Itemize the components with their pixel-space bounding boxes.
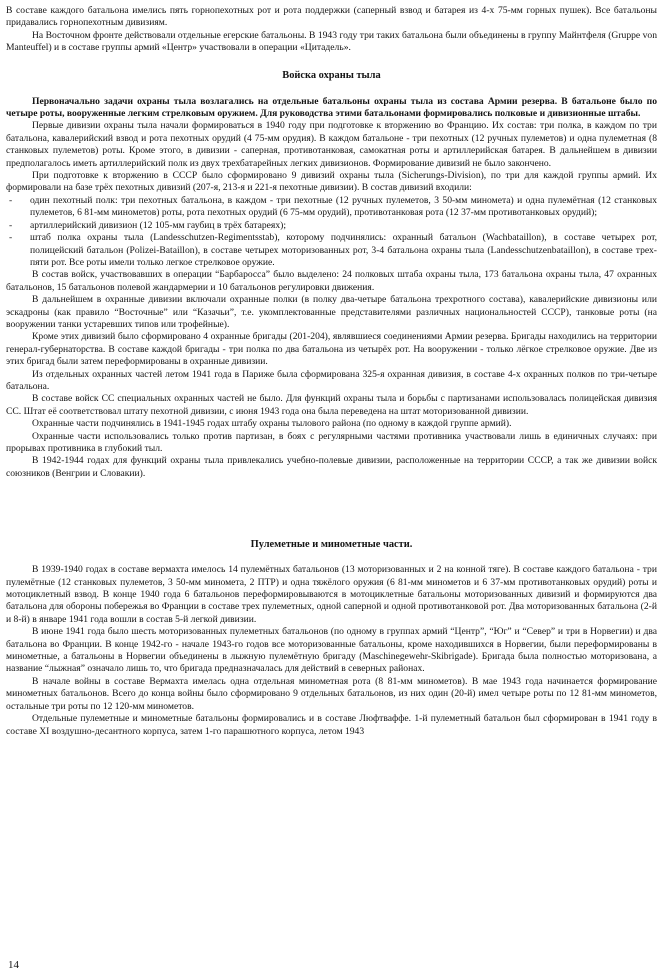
intro-block — [6, 5, 657, 55]
paragraph: В составе каждого батальона имелись пять горнопехотных рот и рота поддержки (саперный взвод и батарея из 4-х 75-мм горных пушек). Все батальоны придавались горнопехотным дивизиям. — [6, 5, 657, 29]
section-rear-security — [6, 96, 657, 481]
paragraph: Кроме этих дивизий было сформировано 4 охранные бригады (201-204), являвшиеся соединениями Армии резерва. Бригады находились на территории генерал-губернаторства. В составе каждой бригады - три полка по два батальона из четырёх рот. На вооружении - только лёгкое стрелковое оружие. Две из этих бригад были затем переформированы в охранные дивизии. — [6, 331, 657, 368]
paragraph: В состав войск, участвовавших в операции “Барбаросса” было выделено: 24 полковых штаба охраны тыла, 173 батальона охраны тыла, 47 охранных батальонов, 15 батальонов полевой жандармерии и 10 батальонов регулировки движения. — [6, 269, 657, 293]
division-composition-list — [6, 195, 657, 269]
paragraph: На Восточном фронте действовали отдельные егерские батальоны. В 1943 году три таких батальона были объединены в группу Майнтфеля (Gruppe von Manteuffel) и в составе группы армий «Центр» участвовали в операции «Цитадель». — [6, 29, 657, 54]
paragraph: В дальнейшем в охранные дивизии включали охранные полки (в полку два-четыре батальона трехротного состава), кавалерийские дивизионы или эскадроны (как правило “Восточные” или “Казачьи”, т.е. укомплектованные представителями различных национальностей СССР), танковые роты (на вооружении танки устаревших типов или трофейные). — [6, 294, 657, 330]
paragraph: Первые дивизии охраны тыла начали формироваться в 1940 году при подготовке к вторжению во Францию. Их состав: три полка, в каждом по три батальона, кавалерийский взвод и рота пехотных орудий (4 75-мм орудия). В каждом батальоне - три пехотных (12 ручных пулеметов) и одна пулеметная (8 станковых пулеметов) роты. Кроме этого, в дивизии - саперная, противотанковая, самокатная роты и артиллерийская батарея. В дальнейшем в дивизии предполагалось иметь артиллерийский полк из двух трехбатарейных легких дивизионов. Формирование дивизий не было закончено. — [6, 120, 657, 169]
list-item: - артиллерийский дивизион (12 105-мм гаубиц в трёх батареях); — [6, 220, 657, 232]
paragraph: Отдельные пулеметные и минометные батальоны формировались и в составе Люфтваффе. 1-й пулеметный батальон был сформирован в 1941 году в составе XI воздушно-десантного корпуса, затем 1-го парашютного корпуса, летом 1943 — [6, 713, 657, 737]
section-machine-gun-mortar — [6, 564, 657, 738]
paragraph: Из отдельных охранных частей летом 1941 года в Париже была сформирована 325-я охранная дивизия, в составе 4-х охранных полков по три-четыре батальона. — [6, 368, 657, 392]
paragraph: В составе войск СС специальных охранных частей не было. Для функций охраны тыла и борьбы с партизанами использовалась полицейская дивизия СС. Штат её соответствовал штату пехотной дивизии, с июня 1943 года она была переведена на штат моторизованной дивизии. — [6, 393, 657, 417]
paragraph: Охранные части подчинялись в 1941-1945 годах штабу охраны тылового района (по одному в каждой группе армий). — [32, 418, 512, 430]
section-title-machine-gun-mortar: Пулеметные и минометные части. — [250, 539, 413, 551]
list-item: - штаб полка охраны тыла (Landesschutzen-Regimentsstab), которому подчинялись: охранный батальон (Wachbataillon), в составе четырех рот, полицейский батальон (Polizei-Bataillon), в составе четырех моторизованных рот, 3-4 батальона охраны тыла (Landesschutzenbataillon), в составе трех-пяти рот. Все роты имели только легкое стрелковое оружие. — [6, 232, 657, 269]
paragraph: Охранные части использовались только против партизан, в боях с регулярными частями противника участвовали лишь в единичных случаях: при прорывах противника в глубокий тыл. — [6, 430, 657, 454]
paragraph: При подготовке к вторжению в СССР было сформировано 9 дивизий охраны тыла (Sicherungs-Division), по три для каждой группы армий. Их формировали на базе трёх пехотных дивизий (207-я, 213-я и 221-я пехотные дивизии). В состав дивизий входили: — [6, 170, 657, 194]
page-number: 14 — [8, 959, 19, 971]
paragraph: В 1939-1940 годах в составе вермахта имелось 14 пулемётных батальонов (13 моторизованных и 2 на конной тяге). В составе каждого батальона - три пулемётные (12 станковых пулеметов, 3 50-мм миномета, 2 ПТР) и одна тяжёлого оружия (6 81-мм минометов и 6 37-мм противотанковых орудий) роты и мотоциклетный взвод. В конце 1940 года 6 батальонов переформировываются в мотоциклетные батальоны моторизованных дивизий и формируются два батальона для обороны побережья во Франции в составе трех пулеметных, одной саперной и одной противотанковой рот. Два моторизованных батальона (2-й и 8-й) в январе 1941 года вошли в состав 5-й легкой дивизии. — [6, 564, 657, 625]
paragraph: В июне 1941 года было шесть моторизованных пулеметных батальонов (по одному в группах армий “Центр”, “Юг” и “Север” и три в Норвегии) и два батальона во Франции. В конце 1942-го - начале 1943-го годов все моторизованные батальоны, кроме находившихся в Норвегии, были переформированы в минометные, а батальоны в Норвегии объединены в лыжную пулемётную бригаду (Maschinegewehr-Skibrigade). Бригада была полностью моторизована, а название “лыжная” означало лишь то, что бригада предназначалась для действий в северных районах. — [6, 626, 657, 675]
paragraph: В начале войны в составе Вермахта имелась одна отдельная минометная рота (8 81-мм минометов). В мае 1943 года начинается формирование минометных батальонов. Всего до конца войны было сформировано 9 отдельных батальонов, из них один (20-й) имел четыре роты по 12 81-мм минометов, остальные три роты по 12 120-мм минометов. — [6, 675, 657, 712]
paragraph: В 1942-1944 годах для функций охраны тыла привлекались учебно-полевые дивизии, расположенные на территории СССР, а так же дивизии войск союзников (Венгрии и Словакии). — [6, 455, 657, 479]
section-title-rear-security: Войска охраны тыла — [282, 69, 381, 81]
section-heading-wrapper — [6, 69, 657, 83]
list-item: - один пехотный полк: три пехотных батальона, в каждом - три пехотные (12 ручных пулеметов, 3 50-мм миномета) и одна пулемётная (12 станковых пулеметов, 6 81-мм минометов) роты, рота пехотных орудий (6 75-мм орудий), противотанковая рота (12 37-мм противотанковых орудий); — [6, 195, 657, 220]
bold-paragraph: Первоначально задачи охраны тыла возлагались на отдельные батальоны охраны тыла из состава Армии резерва. В батальоне было по четыре роты, вооруженные легким стрелковым оружием. Для руководства этими батальонами формировались полковые и дивизионные штабы. — [6, 95, 657, 120]
section-heading-wrapper — [6, 538, 657, 552]
